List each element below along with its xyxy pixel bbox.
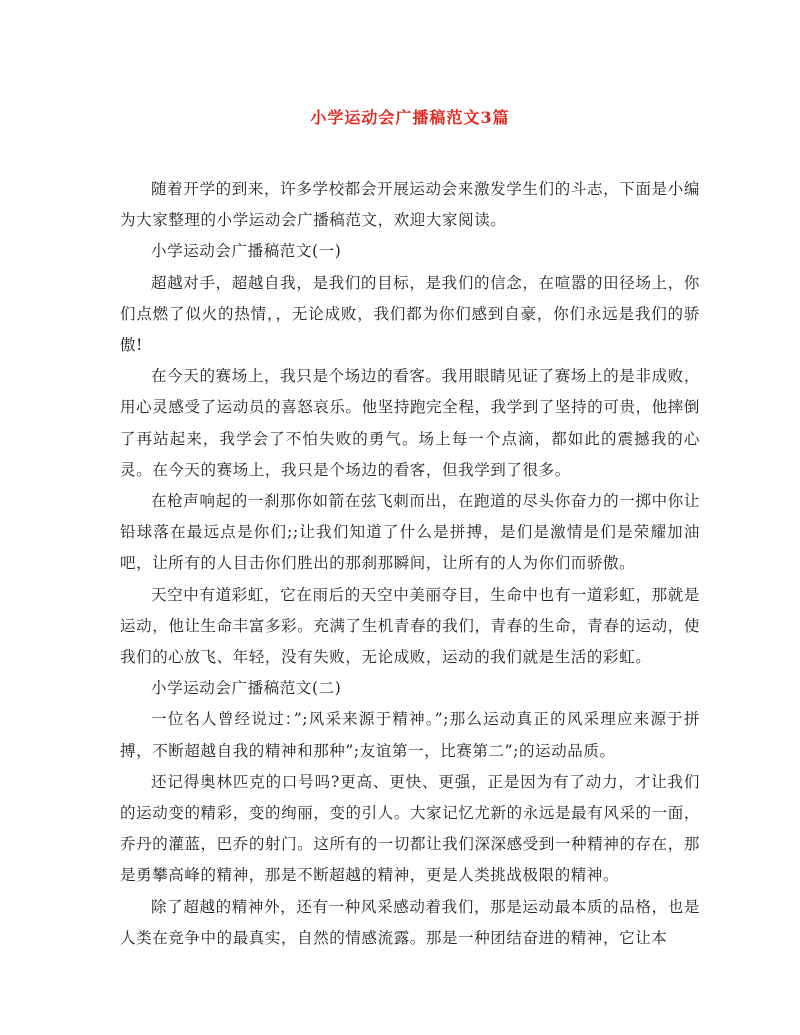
paragraph: 天空中有道彩虹，它在雨后的天空中美丽夺目，生命中也有一道彩虹，那就是运动，他让生命丰富多彩。充满了生机青春的我们，青春的生命，青春的运动，使我们的心放飞、年轻，没有失败，无论成败，运动的我们就是生活的彩虹。 (120, 585, 700, 667)
section-heading-1: 小学运动会广播稿范文(一) (151, 242, 342, 261)
document-title: 小学运动会广播稿范文3篇 (310, 108, 510, 127)
paragraph: 除了超越的精神外，还有一种风采感动着我们，那是运动最本质的品格，也是人类在竞争中的最真实，自然的情感流露。那是一种团结奋进的精神，它让本 (120, 897, 700, 947)
paragraph: 在今天的赛场上，我只是个场边的看客。我用眼睛见证了赛场上的是非成败，用心灵感受了运动员的喜怒哀乐。他坚持跑完全程，我学到了坚持的可贵，他摔倒了再站起来，我学会了不怕失败的勇气。场上每一个点滴，都如此的震撼我的心灵。在今天的赛场上，我只是个场边的看客，但我学到了很多。 (120, 367, 700, 479)
paragraph: 一位名人曾经说过：”;风采来源于精神。”;那么运动真正的风采理应来源于拼搏，不断超越自我的精神和那种”;友谊第一，比赛第二”;的运动品质。 (120, 710, 700, 760)
paragraph: 在枪声响起的一刹那你如箭在弦飞刺而出，在跑道的尽头你奋力的一掷中你让铅球落在最远点是你们;;让我们知道了什么是拼搏，是们是激情是们是荣耀加油吧，让所有的人目击你们胜出的那刹那瞬间，让所有的人为你们而骄傲。 (120, 492, 700, 573)
paragraph-intro: 随着开学的到来，许多学校都会开展运动会来激发学生们的斗志，下面是小编为大家整理的小学运动会广播稿范文，欢迎大家阅读。 (120, 180, 700, 230)
paragraph: 超越对手，超越自我，是我们的目标，是我们的信念，在喧嚣的田径场上，你们点燃了似火的热情，，无论成败，我们都为你们感到自豪，你们永远是我们的骄傲! (120, 273, 700, 355)
paragraph: 还记得奥林匹克的口号吗?更高、更快、更强，正是因为有了动力，才让我们的运动变的精彩，变的绚丽，变的引人。大家记忆尤新的永远是最有风采的一面，乔丹的灌蓝，巴乔的射门。这所有的一切都让我们深深感受到一种精神的存在，那是勇攀高峰的精神，那是不断超越的精神，更是人类挑战极限的精神。 (120, 772, 700, 885)
section-heading-2: 小学运动会广播稿范文(二) (151, 679, 342, 698)
